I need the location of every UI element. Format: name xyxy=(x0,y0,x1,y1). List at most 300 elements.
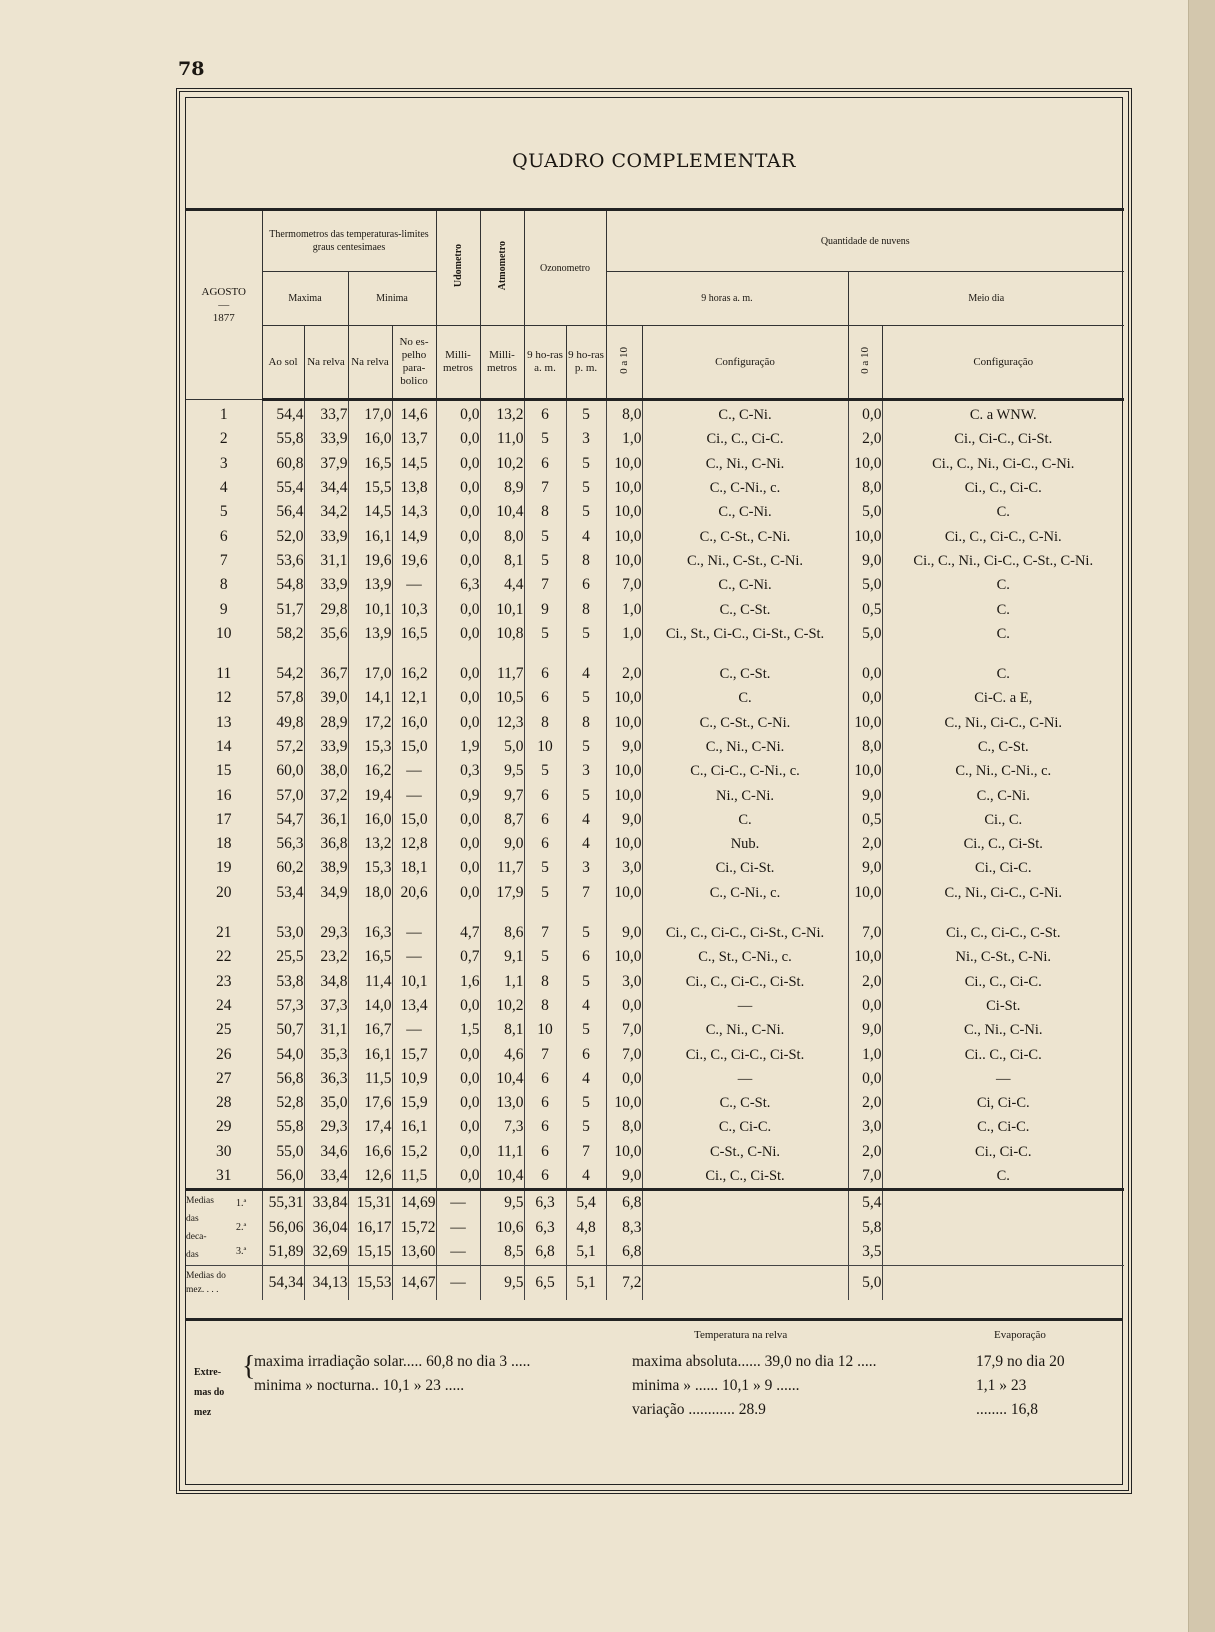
cell-n9: 10,0 xyxy=(606,549,642,573)
month-avg-n12: 5,0 xyxy=(848,1265,882,1300)
cell-atmo: 11,0 xyxy=(480,427,524,451)
cell-espelho: — xyxy=(392,1018,436,1042)
cell-oz-pm: 5 xyxy=(566,1115,606,1139)
cell-oz-am: 6 xyxy=(524,1140,566,1164)
cell-sol: 53,4 xyxy=(262,881,304,905)
cell-sol: 51,7 xyxy=(262,597,304,621)
cell-relva: 39,0 xyxy=(304,686,348,710)
cell-c12: C. xyxy=(882,662,1124,686)
table-row xyxy=(186,735,1124,759)
weather-table xyxy=(186,208,1124,1300)
cell-c9: Ci., Ci-St. xyxy=(642,856,848,880)
config-9am-header: Configuração xyxy=(642,326,848,400)
cell-oz-am: 6 xyxy=(524,783,566,807)
cell-day: 25 xyxy=(216,1021,232,1039)
table-row xyxy=(186,783,1124,807)
month-average-row xyxy=(186,1265,1124,1300)
cell-oz-pm: 4 xyxy=(566,1164,606,1190)
table-row xyxy=(186,549,1124,573)
cell-oz-am: 5 xyxy=(524,881,566,905)
cell-sol: 55,4 xyxy=(262,476,304,500)
cell-n9: 3,0 xyxy=(606,856,642,880)
cell-c9: C., C-St., C-Ni. xyxy=(642,711,848,735)
cell-sol: 54,2 xyxy=(262,662,304,686)
cell-espelho: 16,5 xyxy=(392,622,436,646)
cell-day: 11 xyxy=(216,665,232,683)
cell-sol: 54,0 xyxy=(262,1042,304,1066)
cell-relva: 33,9 xyxy=(304,427,348,451)
cell-espelho: 14,6 xyxy=(392,400,436,428)
cell-sol: 54,8 xyxy=(262,573,304,597)
cell-oz-pm: 6 xyxy=(566,1042,606,1066)
cell-espelho: 14,9 xyxy=(392,524,436,548)
page-number: 78 xyxy=(178,58,205,80)
cell-c12: C., C-Ni. xyxy=(882,783,1124,807)
evaporation-header: Evaporação xyxy=(994,1329,1046,1341)
cell-n12: 0,0 xyxy=(848,662,882,686)
cell-c9: Nub. xyxy=(642,832,848,856)
month-year-header xyxy=(186,210,262,400)
cell-c9: C., C-St., C-Ni. xyxy=(642,524,848,548)
cell-min-relva: 15,5 xyxy=(348,476,392,500)
avg-atmo: 10,6 xyxy=(480,1216,524,1241)
cell-espelho: 15,7 xyxy=(392,1042,436,1066)
cell-espelho: 14,5 xyxy=(392,452,436,476)
cell-n12: 8,0 xyxy=(848,735,882,759)
cell-relva: 36,7 xyxy=(304,662,348,686)
na-relva-max-header: Na relva xyxy=(304,326,348,400)
avg-min-relva: 15,31 xyxy=(348,1190,392,1216)
cell-n9: 1,0 xyxy=(606,597,642,621)
cell-atmo: 10,4 xyxy=(480,500,524,524)
cell-oz-am: 6 xyxy=(524,662,566,686)
cell-oz-am: 6 xyxy=(524,452,566,476)
cell-atmo: 10,5 xyxy=(480,686,524,710)
cell-atmo: 13,2 xyxy=(480,400,524,428)
cell-relva: 37,3 xyxy=(304,994,348,1018)
cell-relva: 37,2 xyxy=(304,783,348,807)
avg-n9: 8,3 xyxy=(606,1216,642,1241)
cell-min-relva: 15,3 xyxy=(348,856,392,880)
page-edge xyxy=(1188,0,1215,1632)
cell-c12: Ci., Ci-C. xyxy=(882,856,1124,880)
cell-day: 10 xyxy=(216,624,232,642)
cell-n9: 1,0 xyxy=(606,622,642,646)
cell-day: 30 xyxy=(216,1142,232,1160)
cell-oz-pm: 3 xyxy=(566,759,606,783)
avg-sol: 56,06 xyxy=(262,1216,304,1241)
cell-atmo: 1,1 xyxy=(480,970,524,994)
cell-n9: 10,0 xyxy=(606,1140,642,1164)
cell-sol: 55,0 xyxy=(262,1140,304,1164)
cell-espelho: — xyxy=(392,945,436,969)
cell-espelho: 10,1 xyxy=(392,970,436,994)
avg-sol: 55,31 xyxy=(262,1190,304,1216)
na-relva-min-header: Na relva xyxy=(348,326,392,400)
cell-day: 18 xyxy=(216,835,232,853)
cell-c12: C., Ni., Ci-C., C-Ni. xyxy=(882,711,1124,735)
cell-oz-pm: 5 xyxy=(566,452,606,476)
cell-n12: 10,0 xyxy=(848,759,882,783)
cell-day: 28 xyxy=(216,1094,232,1112)
cell-oz-pm: 5 xyxy=(566,783,606,807)
cell-relva: 33,7 xyxy=(304,400,348,428)
cell-udo: 1,6 xyxy=(436,970,480,994)
cell-c12: Ci., C., Ci-C., C-Ni. xyxy=(882,524,1124,548)
cell-relva: 36,3 xyxy=(304,1067,348,1091)
cell-oz-am: 5 xyxy=(524,524,566,548)
cell-sol: 49,8 xyxy=(262,711,304,735)
cell-relva: 33,9 xyxy=(304,735,348,759)
cell-udo: 0,0 xyxy=(436,427,480,451)
table-row xyxy=(186,427,1124,451)
table-row xyxy=(186,1067,1124,1091)
month-average-label: Medias do mez. . . . xyxy=(186,1265,262,1300)
cell-c9: C., St., C-Ni., c. xyxy=(642,945,848,969)
empty-cell xyxy=(882,1265,1124,1300)
cell-atmo: 4,4 xyxy=(480,573,524,597)
cell-oz-pm: 4 xyxy=(566,1067,606,1091)
cell-oz-pm: 8 xyxy=(566,597,606,621)
cell-c9: Ci., C., Ci-C. xyxy=(642,427,848,451)
cell-sol: 60,0 xyxy=(262,759,304,783)
cell-n9: 10,0 xyxy=(606,759,642,783)
month-avg-n9: 7,2 xyxy=(606,1265,642,1300)
month-avg-sol: 54,34 xyxy=(262,1265,304,1300)
cell-day: 17 xyxy=(216,810,232,828)
extremes-line1-mid: maxima absoluta...... 39,0 no dia 12 ..... xyxy=(632,1353,877,1370)
cell-day: 6 xyxy=(219,527,228,545)
cell-espelho: 13,8 xyxy=(392,476,436,500)
cell-n9: 10,0 xyxy=(606,524,642,548)
cell-min-relva: 14,5 xyxy=(348,500,392,524)
cell-min-relva: 16,5 xyxy=(348,945,392,969)
cell-n12: 5,0 xyxy=(848,573,882,597)
month-avg-oz-pm: 5,1 xyxy=(566,1265,606,1300)
cell-c12: Ci., Ci-C. xyxy=(882,1140,1124,1164)
cell-relva: 38,9 xyxy=(304,856,348,880)
cell-udo: 0,0 xyxy=(436,524,480,548)
cell-min-relva: 14,1 xyxy=(348,686,392,710)
cell-min-relva: 12,6 xyxy=(348,1164,392,1190)
avg-oz-pm: 5,4 xyxy=(566,1190,606,1216)
relva-temp-header: Temperatura na relva xyxy=(694,1329,788,1341)
table-row xyxy=(186,622,1124,646)
cell-n12: 10,0 xyxy=(848,524,882,548)
cell-relva: 35,6 xyxy=(304,622,348,646)
avg-udo: — xyxy=(436,1240,480,1265)
page-title: QUADRO COMPLEMENTAR xyxy=(512,150,796,172)
avg-espelho: 14,69 xyxy=(392,1190,436,1216)
cell-sol: 57,8 xyxy=(262,686,304,710)
avg-sol: 51,89 xyxy=(262,1240,304,1265)
cell-c12: Ci., C. xyxy=(882,808,1124,832)
cell-udo: 0,0 xyxy=(436,1091,480,1115)
cell-n12: 7,0 xyxy=(848,921,882,945)
cell-min-relva: 19,6 xyxy=(348,549,392,573)
cell-c9: C. xyxy=(642,808,848,832)
cell-c9: C., Ni., C-Ni. xyxy=(642,1018,848,1042)
cell-day: 20 xyxy=(216,883,232,901)
cell-oz-pm: 6 xyxy=(566,945,606,969)
cell-n9: 10,0 xyxy=(606,945,642,969)
cell-n12: 1,0 xyxy=(848,1042,882,1066)
cell-min-relva: 16,6 xyxy=(348,1140,392,1164)
cell-sol: 50,7 xyxy=(262,1018,304,1042)
cell-atmo: 13,0 xyxy=(480,1091,524,1115)
cell-oz-pm: 5 xyxy=(566,1091,606,1115)
cell-sol: 55,8 xyxy=(262,1115,304,1139)
cell-atmo: 10,8 xyxy=(480,622,524,646)
cell-c12: C., Ni., C-Ni. xyxy=(882,1018,1124,1042)
cell-udo: 0,0 xyxy=(436,686,480,710)
decade-tag: 1.ª xyxy=(236,1198,247,1210)
month-avg-oz-am: 6,5 xyxy=(524,1265,566,1300)
atmo-mm-header: Milli-metros xyxy=(480,326,524,400)
cell-espelho: 13,7 xyxy=(392,427,436,451)
cell-n12: 0,0 xyxy=(848,686,882,710)
cell-n9: 1,0 xyxy=(606,427,642,451)
cell-oz-am: 5 xyxy=(524,622,566,646)
cell-min-relva: 17,0 xyxy=(348,400,392,428)
cell-espelho: — xyxy=(392,573,436,597)
cell-day: 4 xyxy=(219,479,228,497)
cell-c12: C., Ni., C-Ni., c. xyxy=(882,759,1124,783)
cell-sol: 58,2 xyxy=(262,622,304,646)
cell-udo: 0,0 xyxy=(436,711,480,735)
cell-atmo: 8,0 xyxy=(480,524,524,548)
cell-min-relva: 15,3 xyxy=(348,735,392,759)
cell-atmo: 11,7 xyxy=(480,856,524,880)
cell-c9: Ci., St., Ci-C., Ci-St., C-St. xyxy=(642,622,848,646)
cell-min-relva: 11,4 xyxy=(348,970,392,994)
cell-n9: 10,0 xyxy=(606,783,642,807)
cell-day: 31 xyxy=(216,1167,232,1185)
cell-relva: 35,3 xyxy=(304,1042,348,1066)
cell-espelho: 15,9 xyxy=(392,1091,436,1115)
cell-c9: — xyxy=(642,994,848,1018)
avg-min-relva: 16,17 xyxy=(348,1216,392,1241)
cell-c12: C., Ni., Ci-C., C-Ni. xyxy=(882,881,1124,905)
cell-oz-am: 10 xyxy=(524,735,566,759)
cell-c9: Ci., C., Ci-C., Ci-St., C-Ni. xyxy=(642,921,848,945)
cell-udo: 0,0 xyxy=(436,476,480,500)
cell-oz-am: 6 xyxy=(524,1067,566,1091)
cell-c12: C., Ci-C. xyxy=(882,1115,1124,1139)
cell-min-relva: 16,1 xyxy=(348,1042,392,1066)
avg-espelho: 15,72 xyxy=(392,1216,436,1241)
table-row xyxy=(186,921,1124,945)
cell-c9: C., C-Ni. xyxy=(642,400,848,428)
cell-day: 16 xyxy=(216,786,232,804)
cell-n12: 9,0 xyxy=(848,783,882,807)
cell-day: 21 xyxy=(216,924,232,942)
table-row xyxy=(186,1042,1124,1066)
cell-n12: 2,0 xyxy=(848,427,882,451)
table-row xyxy=(186,476,1124,500)
cell-atmo: 9,1 xyxy=(480,945,524,969)
cell-espelho: — xyxy=(392,921,436,945)
decade-average-row xyxy=(186,1240,1124,1265)
cell-day: 26 xyxy=(216,1045,232,1063)
cell-oz-am: 8 xyxy=(524,500,566,524)
table-row xyxy=(186,662,1124,686)
avg-espelho: 13,60 xyxy=(392,1240,436,1265)
table-row xyxy=(186,759,1124,783)
cell-udo: 0,0 xyxy=(436,500,480,524)
cell-atmo: 5,0 xyxy=(480,735,524,759)
espelho-header: No es-pelho para-bolico xyxy=(392,326,436,400)
cell-min-relva: 16,3 xyxy=(348,921,392,945)
cell-n9: 2,0 xyxy=(606,662,642,686)
avg-oz-am: 6,3 xyxy=(524,1216,566,1241)
month-label: AGOSTO xyxy=(201,285,246,298)
cell-c12: C. xyxy=(882,1164,1124,1190)
cell-c9: C., C-St. xyxy=(642,1091,848,1115)
empty-cell xyxy=(642,1240,848,1265)
decade-gap xyxy=(186,905,1124,921)
extremes-line2-left: minima » nocturna.. 10,1 » 23 ..... xyxy=(254,1377,465,1394)
cell-sol: 54,7 xyxy=(262,808,304,832)
cell-c12: C. a WNW. xyxy=(882,400,1124,428)
cell-min-relva: 16,5 xyxy=(348,452,392,476)
minima-header: Minima xyxy=(348,272,436,326)
cell-oz-pm: 5 xyxy=(566,400,606,428)
cell-sol: 55,8 xyxy=(262,427,304,451)
decade-average-row xyxy=(186,1216,1124,1241)
cell-oz-pm: 5 xyxy=(566,735,606,759)
cell-relva: 34,9 xyxy=(304,881,348,905)
avg-n12: 5,8 xyxy=(848,1216,882,1241)
cell-sol: 53,8 xyxy=(262,970,304,994)
cell-udo: 0,0 xyxy=(436,549,480,573)
cell-udo: 1,9 xyxy=(436,735,480,759)
extremes-section xyxy=(186,1318,1122,1497)
cell-c12: Ci-St. xyxy=(882,994,1124,1018)
table-row xyxy=(186,1164,1124,1190)
cell-relva: 28,9 xyxy=(304,711,348,735)
cell-relva: 34,8 xyxy=(304,970,348,994)
cell-min-relva: 18,0 xyxy=(348,881,392,905)
cell-n12: 9,0 xyxy=(848,1018,882,1042)
cell-c12: C., C-St. xyxy=(882,735,1124,759)
cell-relva: 38,0 xyxy=(304,759,348,783)
month-avg-min-relva: 15,53 xyxy=(348,1265,392,1300)
cell-c9: — xyxy=(642,1067,848,1091)
cell-oz-am: 5 xyxy=(524,549,566,573)
cell-espelho: 19,6 xyxy=(392,549,436,573)
table-frame-inner xyxy=(185,97,1123,1485)
cell-udo: 0,0 xyxy=(436,856,480,880)
cell-oz-am: 5 xyxy=(524,427,566,451)
cell-n9: 9,0 xyxy=(606,1164,642,1190)
decade-average-label: Medias das deca- das 1.ª 2.ª 3.ª xyxy=(186,1190,262,1266)
cell-sol: 56,8 xyxy=(262,1067,304,1091)
table-row xyxy=(186,808,1124,832)
avg-relva: 36,04 xyxy=(304,1216,348,1241)
cell-atmo: 17,9 xyxy=(480,881,524,905)
cell-atmo: 10,2 xyxy=(480,994,524,1018)
cell-day: 8 xyxy=(219,576,228,594)
cell-c9: Ci., C., Ci-C., Ci-St. xyxy=(642,1042,848,1066)
cell-c9: C., Ci-C., C-Ni., c. xyxy=(642,759,848,783)
cell-sol: 56,4 xyxy=(262,500,304,524)
cell-c9: Ci., C., Ci-St. xyxy=(642,1164,848,1190)
extremes-line3-mid: variação ............ 28.9 xyxy=(632,1401,766,1418)
cell-atmo: 8,1 xyxy=(480,549,524,573)
cell-c12: Ci., C., Ni., Ci-C., C-St., C-Ni. xyxy=(882,549,1124,573)
cell-udo: 0,0 xyxy=(436,1140,480,1164)
cell-oz-am: 7 xyxy=(524,921,566,945)
cell-oz-pm: 6 xyxy=(566,573,606,597)
cell-c12: Ci, Ci-C. xyxy=(882,1091,1124,1115)
empty-cell xyxy=(882,1216,1124,1241)
cell-n12: 2,0 xyxy=(848,1140,882,1164)
extremes-line1-left: maxima irradiação solar..... 60,8 no dia 3 ..... xyxy=(254,1353,531,1370)
extremes-line1-right: 17,9 no dia 20 xyxy=(976,1353,1065,1370)
cell-relva: 33,4 xyxy=(304,1164,348,1190)
cell-n12: 5,0 xyxy=(848,622,882,646)
cell-oz-am: 10 xyxy=(524,1018,566,1042)
empty-cell xyxy=(882,1190,1124,1216)
cell-atmo: 12,3 xyxy=(480,711,524,735)
noon-header: Meio dia xyxy=(848,272,1124,326)
cell-sol: 53,0 xyxy=(262,921,304,945)
cell-relva: 34,2 xyxy=(304,500,348,524)
cell-udo: 0,0 xyxy=(436,400,480,428)
cell-n9: 10,0 xyxy=(606,1091,642,1115)
cell-relva: 36,8 xyxy=(304,832,348,856)
cell-n9: 3,0 xyxy=(606,970,642,994)
avg-n12: 5,4 xyxy=(848,1190,882,1216)
table-row xyxy=(186,1018,1124,1042)
cell-oz-pm: 4 xyxy=(566,808,606,832)
cell-oz-am: 8 xyxy=(524,711,566,735)
cell-relva: 29,8 xyxy=(304,597,348,621)
avg-n12: 3,5 xyxy=(848,1240,882,1265)
avg-relva: 33,84 xyxy=(304,1190,348,1216)
extremes-line2-right: 1,1 » 23 xyxy=(976,1377,1027,1394)
cell-day: 2 xyxy=(219,430,228,448)
cell-oz-pm: 7 xyxy=(566,881,606,905)
cell-atmo: 9,7 xyxy=(480,783,524,807)
maxima-header: Maxima xyxy=(262,272,348,326)
table-body xyxy=(186,400,1124,1300)
cell-c12: Ci., C., Ci-St. xyxy=(882,832,1124,856)
cell-oz-pm: 4 xyxy=(566,994,606,1018)
cell-espelho: 10,3 xyxy=(392,597,436,621)
cell-udo: 0,0 xyxy=(436,622,480,646)
cell-sol: 57,3 xyxy=(262,994,304,1018)
cell-relva: 23,2 xyxy=(304,945,348,969)
cell-c12: Ci., C., Ci-C. xyxy=(882,476,1124,500)
cell-espelho: 12,1 xyxy=(392,686,436,710)
udo-mm-header: Milli-metros xyxy=(436,326,480,400)
cell-oz-pm: 3 xyxy=(566,856,606,880)
cell-n12: 10,0 xyxy=(848,881,882,905)
cell-c9: C., C-Ni. xyxy=(642,573,848,597)
avg-n9: 6,8 xyxy=(606,1190,642,1216)
cell-day: 14 xyxy=(216,738,232,755)
cell-relva: 29,3 xyxy=(304,1115,348,1139)
cell-min-relva: 11,5 xyxy=(348,1067,392,1091)
cell-min-relva: 16,1 xyxy=(348,524,392,548)
cell-c9: C., C-Ni. xyxy=(642,500,848,524)
cell-c12: Ci., Ci-C., Ci-St. xyxy=(882,427,1124,451)
cell-day: 5 xyxy=(219,503,228,521)
cell-n12: 10,0 xyxy=(848,711,882,735)
avg-udo: — xyxy=(436,1216,480,1241)
